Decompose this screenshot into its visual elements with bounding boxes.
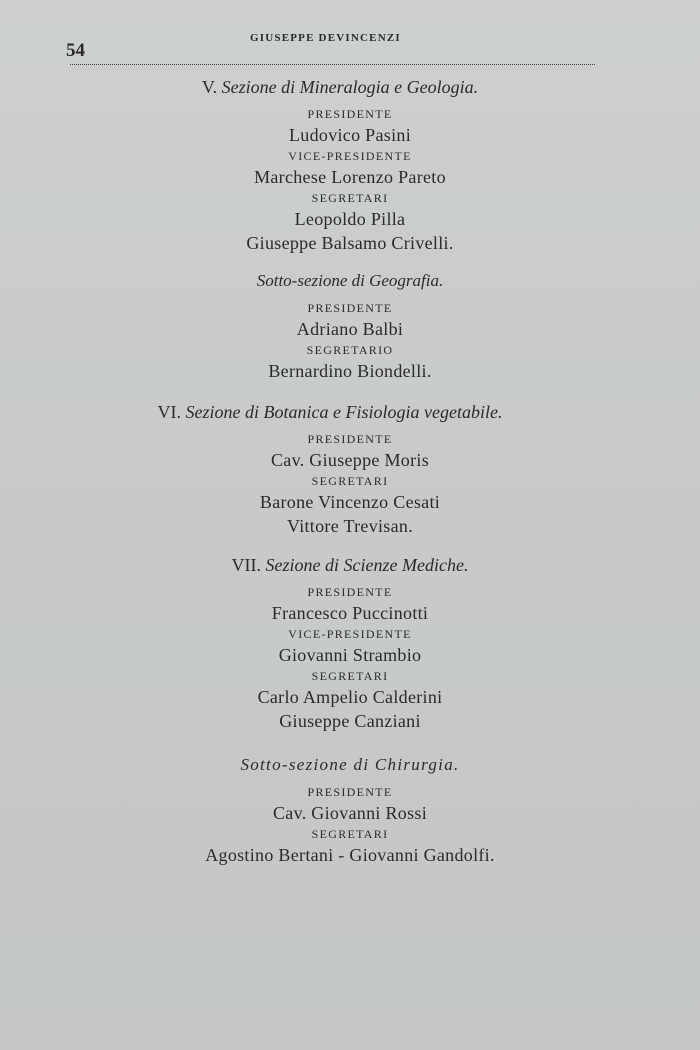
- member-name: Adriano Balbi: [296, 319, 404, 339]
- member-name: Carlo Ampelio Calderini: [257, 687, 443, 707]
- member-name: Cav. Giuseppe Moris: [270, 450, 429, 470]
- header-rule: [70, 64, 595, 65]
- role-label: SEGRETARI: [311, 669, 389, 683]
- page-content: [0, 74, 700, 867]
- role-label: SEGRETARI: [311, 827, 389, 841]
- role-label: VICE-PRESIDENTE: [288, 149, 412, 163]
- role-label: SEGRETARIO: [306, 343, 394, 357]
- section-number: VII.: [231, 555, 262, 575]
- section-title: Sezione di Scienze Mediche.: [265, 555, 469, 575]
- subsection-title: Sotto-sezione di Geografia.: [256, 271, 444, 290]
- member-name: Giuseppe Canziani: [279, 711, 421, 731]
- role-label: SEGRETARI: [311, 474, 389, 488]
- member-name: Cav. Giovanni Rossi: [272, 803, 428, 823]
- member-name: Marchese Lorenzo Pareto: [254, 167, 446, 187]
- member-name: Ludovico Pasini: [289, 125, 411, 145]
- section-heading: [0, 552, 700, 578]
- member-name: Leopoldo Pilla: [294, 209, 406, 229]
- running-title: GIUSEPPE DEVINCENZI: [250, 32, 401, 44]
- running-head: [0, 28, 700, 68]
- member-name: Giovanni Strambio: [278, 645, 422, 665]
- section-heading: [0, 74, 690, 100]
- role-label: SEGRETARI: [311, 191, 389, 205]
- section-mineralogia: [0, 74, 700, 255]
- section-number: V.: [201, 77, 218, 97]
- subsection-title: Sotto-sezione di Chirurgia.: [240, 755, 460, 774]
- member-name: Vittore Trevisan.: [286, 516, 414, 536]
- member-name: Giuseppe Balsamo Crivelli.: [246, 233, 454, 253]
- section-scienze-mediche: [0, 552, 700, 733]
- section-title: Sezione di Botanica e Fisiologia vegetabile.: [185, 402, 503, 422]
- section-title: Sezione di Mineralogia e Geologia.: [221, 77, 479, 97]
- member-name: Francesco Puccinotti: [271, 603, 429, 623]
- member-name: Barone Vincenzo Cesati: [259, 492, 441, 512]
- role-label: VICE-PRESIDENTE: [288, 627, 412, 641]
- role-label: PRESIDENTE: [307, 785, 393, 799]
- section-heading: [0, 399, 680, 425]
- role-label: PRESIDENTE: [307, 301, 393, 315]
- page-number: 54: [66, 40, 85, 61]
- section-number: VI.: [157, 402, 182, 422]
- subsection-chirurgia: [0, 753, 700, 867]
- role-label: PRESIDENTE: [307, 432, 393, 446]
- section-botanica: [0, 399, 700, 538]
- member-name: Bernardino Biondelli.: [268, 361, 432, 381]
- role-label: PRESIDENTE: [307, 107, 393, 121]
- member-name: Agostino Bertani - Giovanni Gandolfi.: [205, 845, 495, 865]
- subsection-geografia: [0, 269, 700, 383]
- role-label: PRESIDENTE: [307, 585, 393, 599]
